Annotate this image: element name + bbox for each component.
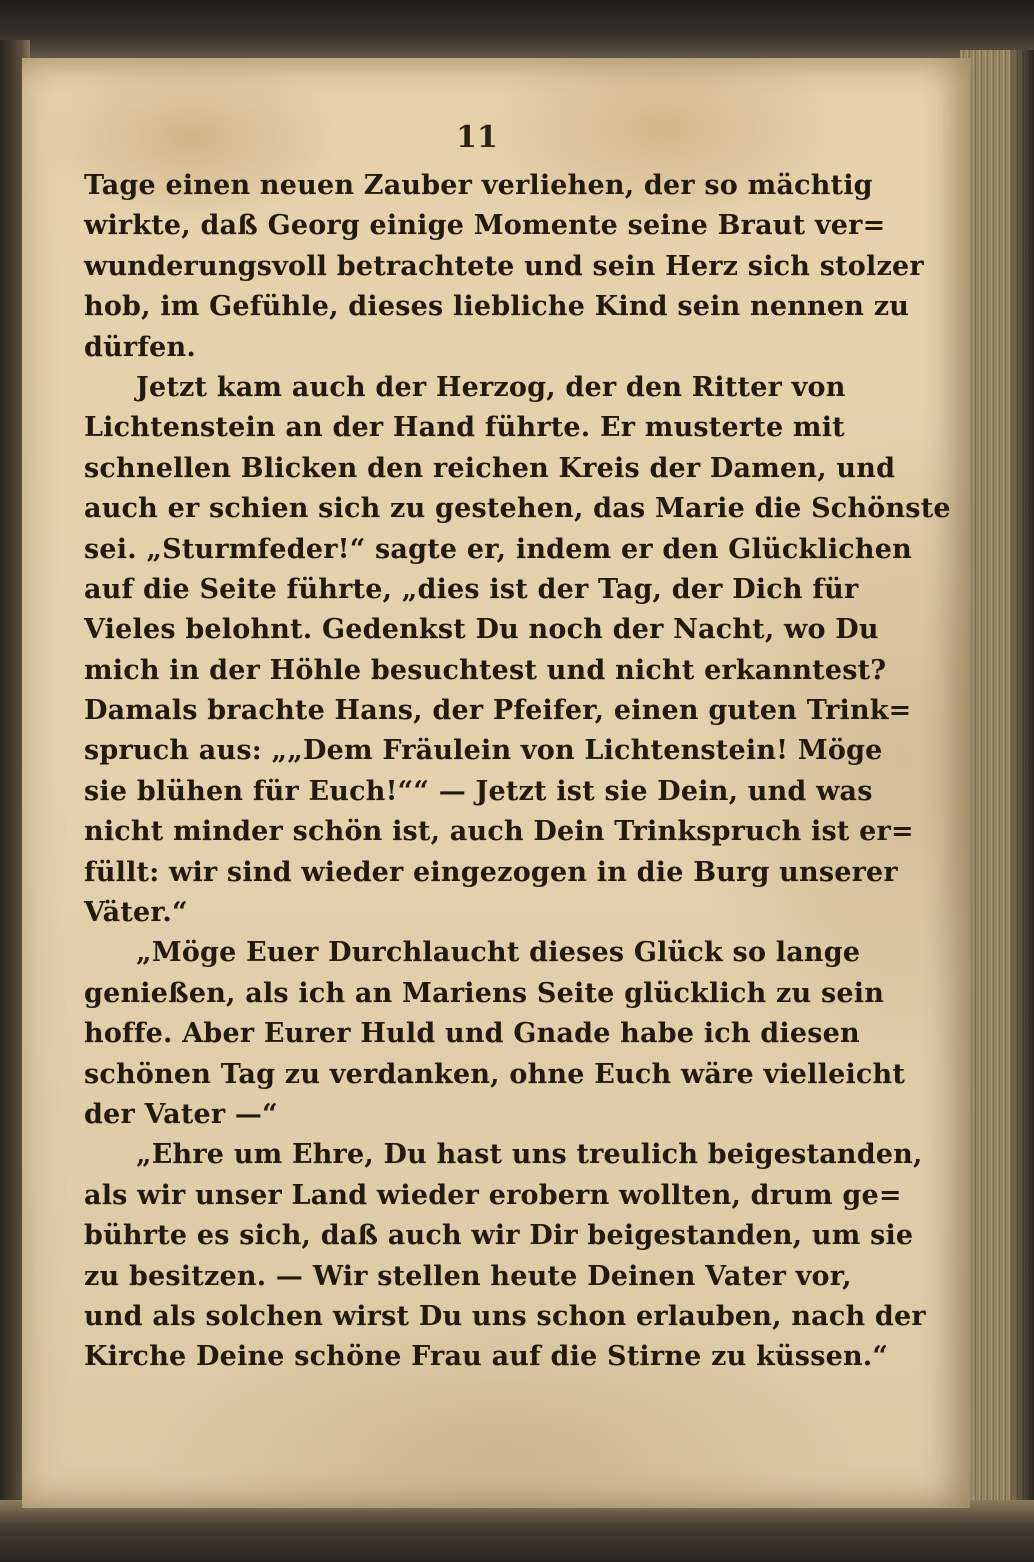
text-line: als wir unser Land wieder erobern wollten, drum ge= [84, 1179, 902, 1211]
text-line: Lichtenstein an der Hand führte. Er musterte mit [84, 412, 845, 444]
text-line: „Ehre um Ehre, Du hast uns treulich beigestanden, [136, 1139, 923, 1171]
text-line: und als solchen wirst Du uns schon erlauben, nach der [84, 1300, 926, 1332]
text-line: füllt: wir sind wieder eingezogen in die Burg unserer [84, 856, 898, 888]
paragraph [84, 933, 906, 1135]
text-line: hoffe. Aber Eurer Huld und Gnade habe ich diesen [84, 1018, 860, 1050]
text-line: nicht minder schön ist, auch Dein Trinkspruch ist er= [84, 816, 914, 848]
fore-edge-shadow [1010, 50, 1034, 1520]
text-line: spruch aus: „„Dem Fräulein von Lichtenstein! Möge [84, 735, 883, 767]
text-line: schnellen Blicken den reichen Kreis der Damen, und [84, 452, 896, 484]
text-line: der Vater —“ [84, 1098, 278, 1130]
text-line: bührte es sich, daß auch wir Dir beigestanden, um sie [84, 1220, 914, 1252]
text-line: wunderungsvoll betrachtete und sein Herz sich stolzer [84, 250, 924, 282]
text-line: wirkte, daß Georg einige Momente seine Braut ver= [84, 210, 886, 242]
text-line: Vieles belohnt. Gedenkst Du noch der Nacht, wo Du [84, 614, 879, 646]
text-line: Väter.“ [84, 897, 188, 929]
paragraph [84, 368, 951, 933]
text-line: Tage einen neuen Zauber verliehen, der so mächtig [84, 170, 873, 201]
text-line: Damals brachte Hans, der Pfeifer, einen guten Trink= [84, 695, 912, 727]
text-line: auch er schien sich zu gestehen, das Marie die Schönste [84, 493, 951, 525]
text-line: mich in der Höhle besuchtest und nicht erkanntest? [84, 654, 887, 686]
text-line: Jetzt kam auch der Herzog, der den Ritter von [136, 371, 846, 403]
text-line: schönen Tag zu verdanken, ohne Euch wäre vielleicht [84, 1058, 906, 1090]
book-page [22, 58, 970, 1508]
paragraph [84, 1135, 926, 1377]
text-line: sie blühen für Euch!““ — Jetzt ist sie Dein, und was [84, 775, 873, 807]
text-line: sei. „Sturmfeder!“ sagte er, indem er den Glücklichen [84, 533, 912, 565]
bottom-cover-board [0, 1500, 1034, 1562]
body-text [84, 166, 951, 1378]
page-number: 11 [456, 120, 498, 155]
text-line: „Möge Euer Durchlaucht dieses Glück so lange [136, 937, 861, 969]
text-line: genießen, als ich an Mariens Seite glücklich zu sein [84, 977, 885, 1009]
text-line: Kirche Deine schöne Frau auf die Stirne zu küssen.“ [84, 1341, 889, 1373]
text-line: dürfen. [84, 331, 196, 363]
text-line: hob, im Gefühle, dieses liebliche Kind sein nennen zu [84, 291, 910, 323]
text-line: zu besitzen. — Wir stellen heute Deinen Vater vor, [84, 1260, 852, 1292]
top-binding [0, 0, 1034, 62]
text-line: auf die Seite führte, „dies ist der Tag, der Dich für [84, 573, 859, 605]
paragraph [84, 166, 924, 368]
